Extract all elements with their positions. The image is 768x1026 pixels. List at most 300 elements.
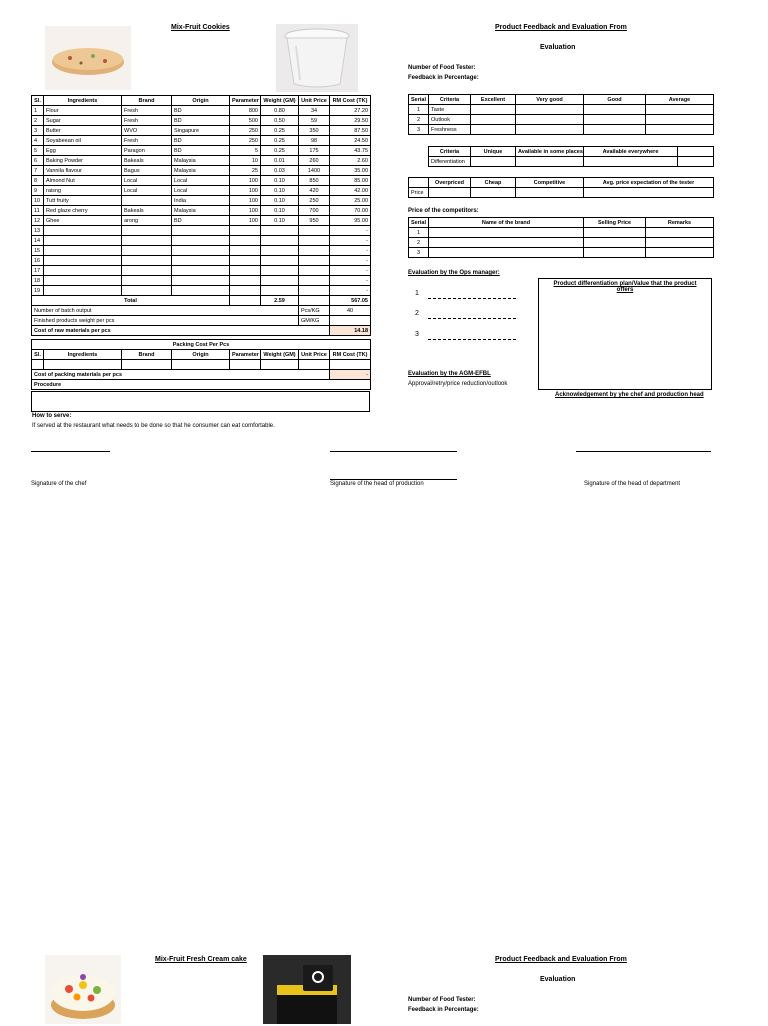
ingredient-row	[32, 106, 371, 116]
ingredient-cell[interactable]: BD	[172, 216, 230, 226]
batch-unit: Pcs/KG	[299, 306, 330, 316]
ingredient-cell[interactable]: 8	[32, 176, 44, 186]
ingredient-cell[interactable]: Bakeals	[122, 156, 172, 166]
ingredient-cell[interactable]: 0.50	[261, 116, 299, 126]
ingredient-cell[interactable]: 800	[230, 106, 261, 116]
criteria-col-header: Good	[584, 95, 646, 105]
ingredient-cell[interactable]: 98	[299, 136, 330, 146]
ingredient-cell[interactable]: 2	[32, 116, 44, 126]
ingredient-cell[interactable]	[44, 226, 122, 236]
ingredient-cell[interactable]	[122, 226, 172, 236]
ingredient-cell[interactable]: BD	[172, 146, 230, 156]
criteria-rating-cell[interactable]	[516, 115, 584, 125]
competitor-row	[409, 238, 714, 248]
sig-production-label: Signature of the head of production	[330, 481, 424, 487]
differentiation-col-header: Unique	[471, 147, 516, 157]
container-photo	[276, 24, 358, 92]
ingredient-row	[32, 136, 371, 146]
criteria-rating-cell[interactable]	[471, 125, 516, 135]
evaluation-heading-2: Evaluation	[540, 976, 576, 983]
packing-col-header: Sl.	[32, 350, 44, 360]
product-title-2: Mix-Fruit Fresh Cream cake	[155, 956, 247, 963]
packing-col-header: Ingredients	[44, 350, 122, 360]
ingredient-cell[interactable]	[44, 256, 122, 266]
ingredient-cell[interactable]: 25	[230, 166, 261, 176]
ingredient-cell[interactable]: 500	[230, 116, 261, 126]
raw-cost-value: 14.18	[330, 326, 371, 336]
finished-unit: GM/KG	[299, 316, 330, 326]
ingredient-cell[interactable]: 100	[230, 216, 261, 226]
ingredient-cell[interactable]: 0.03	[261, 166, 299, 176]
ingredient-cell[interactable]	[261, 276, 299, 286]
ingredient-cell[interactable]: 17	[32, 266, 44, 276]
ingredient-cell[interactable]: 7	[32, 166, 44, 176]
ingredient-row	[32, 246, 371, 256]
price-col-expectation: Avg. price expectation of the tester	[584, 178, 714, 188]
ingredient-cell[interactable]: Vannila flavour	[44, 166, 122, 176]
agm-text: Approval/retry/price reduction/outlook	[408, 381, 508, 387]
ingredient-cell[interactable]: 34	[299, 106, 330, 116]
ingredient-cell[interactable]: 1	[32, 106, 44, 116]
ingredient-cell[interactable]	[44, 236, 122, 246]
criteria-rating-cell[interactable]	[646, 125, 714, 135]
packing-table	[31, 339, 371, 390]
ingredient-cell[interactable]: Bakeals	[122, 206, 172, 216]
sig-chef-label: Signature of the chef	[31, 481, 87, 487]
ingredient-cell[interactable]: -	[330, 226, 371, 236]
differentiation-col-header: Available everywhere	[584, 147, 678, 157]
differentiation-plan-box[interactable]	[538, 278, 712, 390]
packing-cost-label: Cost of packing materials per pcs	[32, 370, 330, 380]
ingredient-cell[interactable]	[122, 266, 172, 276]
ops-number-2: 2	[415, 310, 419, 317]
criteria-serial: 1	[409, 105, 429, 115]
ingredient-row	[32, 286, 371, 296]
cookie-photo	[45, 26, 131, 90]
ingredient-cell[interactable]	[299, 256, 330, 266]
price-col-cheap: Cheap	[471, 178, 516, 188]
ingredient-cell[interactable]: Local	[122, 186, 172, 196]
ingredient-row	[32, 266, 371, 276]
differentiation-plan-label: Product differentiation plan/Value that the product offers	[553, 281, 697, 293]
ingredient-cell[interactable]: 14	[32, 236, 44, 246]
criteria-name: Outlook	[429, 115, 471, 125]
ingredient-row	[32, 206, 371, 216]
ingredient-cell[interactable]: India	[172, 196, 230, 206]
ingredient-cell[interactable]: 0.10	[261, 216, 299, 226]
ingredient-cell[interactable]: Soyabeean oil	[44, 136, 122, 146]
ingredient-cell[interactable]: 0.25	[261, 126, 299, 136]
ingredient-cell[interactable]: 24.50	[330, 136, 371, 146]
criteria-rating-cell[interactable]	[584, 105, 646, 115]
ingredient-cell[interactable]	[230, 266, 261, 276]
packing-col-header: Parameter	[230, 350, 261, 360]
ingredient-row	[32, 156, 371, 166]
competitor-serial: 1	[409, 228, 429, 238]
ingredient-cell[interactable]: 0.25	[261, 146, 299, 156]
ops-line-3[interactable]	[428, 339, 516, 340]
ingredient-cell[interactable]	[230, 286, 261, 296]
competitor-col-header: Remarks	[646, 218, 714, 228]
ingredient-cell[interactable]: -	[330, 246, 371, 256]
ingredient-cell[interactable]: Flour	[44, 106, 122, 116]
ingredient-row	[32, 116, 371, 126]
competitor-col-header: Selling Price	[584, 218, 646, 228]
ingredient-row	[32, 216, 371, 226]
ingredient-cell[interactable]: 35.00	[330, 166, 371, 176]
ingredient-cell[interactable]	[44, 286, 122, 296]
department-signature-line[interactable]	[576, 451, 711, 452]
ingredient-cell[interactable]: Butter	[44, 126, 122, 136]
product-title: Mix-Fruit Cookies	[171, 24, 230, 31]
ingredient-cell[interactable]: 43.75	[330, 146, 371, 156]
ingredient-cell[interactable]: Local	[172, 176, 230, 186]
ingredient-cell[interactable]: 100	[230, 206, 261, 216]
ingredient-cell[interactable]: BD	[172, 136, 230, 146]
acknowledgement-label: Acknowledgement by yhe chef and production head	[555, 392, 704, 398]
ingredient-cell[interactable]	[299, 286, 330, 296]
sig-department-label: Signature of the head of department	[584, 481, 681, 487]
competitor-cell[interactable]	[646, 248, 714, 258]
finished-weight-label: Finished products weight per pcs	[32, 316, 299, 326]
chef-signature-line[interactable]	[31, 451, 110, 452]
ingredient-cell[interactable]: 6	[32, 156, 44, 166]
ingredient-cell[interactable]: 29.50	[330, 116, 371, 126]
criteria-rating-cell[interactable]	[646, 115, 714, 125]
ingredient-cell[interactable]: Fresh	[122, 116, 172, 126]
ingredient-cell[interactable]: 9	[32, 186, 44, 196]
ingredient-cell[interactable]: 11	[32, 206, 44, 216]
ingredient-cell[interactable]: Sugar	[44, 116, 122, 126]
batch-value[interactable]: 40	[330, 306, 371, 316]
ingredient-cell[interactable]	[299, 236, 330, 246]
ingredients-col-header: Weight (GM)	[261, 96, 299, 106]
how-to-serve-text: If served at the restaurant what needs to be done so that he consumer can eat comfortable.	[32, 423, 275, 429]
ingredient-cell[interactable]: arong	[122, 216, 172, 226]
packing-col-header: Origin	[172, 350, 230, 360]
ingredient-cell[interactable]: -	[330, 266, 371, 276]
total-cost: 567.05	[330, 296, 371, 306]
ingredient-cell[interactable]: 87.50	[330, 126, 371, 136]
ingredient-cell[interactable]: 18	[32, 276, 44, 286]
box-photo	[263, 955, 351, 1024]
differentiation-col-header: Available in some places	[516, 147, 584, 157]
procedure-box[interactable]	[31, 391, 370, 412]
criteria-rating-cell[interactable]	[584, 125, 646, 135]
ingredient-row	[32, 126, 371, 136]
competitor-cell[interactable]	[584, 238, 646, 248]
ingredient-cell[interactable]: Bagus	[122, 166, 172, 176]
criteria-rating-cell[interactable]	[471, 105, 516, 115]
ingredient-cell[interactable]: 4	[32, 136, 44, 146]
procedure-label: Procedure	[32, 380, 371, 390]
ingredient-cell[interactable]	[261, 266, 299, 276]
total-weight: 2.59	[261, 296, 299, 306]
ingredients-col-header: Sl.	[32, 96, 44, 106]
ingredient-cell[interactable]: 42.00	[330, 186, 371, 196]
ingredient-cell[interactable]: 5	[230, 146, 261, 156]
ingredient-cell[interactable]	[261, 246, 299, 256]
ingredient-cell[interactable]: Malaysia	[172, 156, 230, 166]
ingredient-cell[interactable]: Malaysia	[172, 206, 230, 216]
ingredient-cell[interactable]: 12	[32, 216, 44, 226]
differentiation-table	[428, 146, 714, 167]
ingredient-cell[interactable]: 0.80	[261, 106, 299, 116]
ingredient-cell[interactable]	[44, 276, 122, 286]
ops-number-1: 1	[415, 290, 419, 297]
ingredient-cell[interactable]: 13	[32, 226, 44, 236]
feedback-label: Feedback in Percentage:	[408, 75, 479, 81]
ingredient-cell[interactable]: 0.10	[261, 186, 299, 196]
competitors-table	[408, 217, 714, 258]
ingredient-cell[interactable]: 15	[32, 246, 44, 256]
competitor-col-header: Name of the brand	[429, 218, 584, 228]
ingredient-cell[interactable]: 25.00	[330, 196, 371, 206]
finished-weight-value[interactable]	[330, 316, 371, 326]
criteria-col-header: Very good	[516, 95, 584, 105]
competitor-row	[409, 228, 714, 238]
ingredients-col-header: Brand	[122, 96, 172, 106]
ingredient-cell[interactable]: 0.10	[261, 176, 299, 186]
ingredients-col-header: Unit Price	[299, 96, 330, 106]
ingredient-cell[interactable]: 95.00	[330, 216, 371, 226]
ingredient-row	[32, 186, 371, 196]
ingredient-cell[interactable]	[122, 276, 172, 286]
form-title-2: Product Feedback and Evaluation From	[495, 956, 627, 963]
competitor-cell[interactable]	[646, 228, 714, 238]
criteria-name: Taste	[429, 105, 471, 115]
ingredient-cell[interactable]	[172, 266, 230, 276]
criteria-serial: 2	[409, 115, 429, 125]
ingredient-cell[interactable]	[299, 246, 330, 256]
production-signature-line-2[interactable]	[330, 479, 457, 480]
competitor-cell[interactable]	[429, 248, 584, 258]
ingredient-cell[interactable]	[172, 236, 230, 246]
ingredient-cell[interactable]: Local	[122, 176, 172, 186]
ingredient-cell[interactable]	[261, 286, 299, 296]
ingredient-cell[interactable]	[122, 196, 172, 206]
price-col-competitive: Competitive	[516, 178, 584, 188]
num-testers-label: Number of Food Tester:	[408, 65, 476, 71]
evaluation-heading: Evaluation	[540, 44, 576, 51]
criteria-col-header: Criteria	[429, 95, 471, 105]
total-label: Total	[32, 296, 230, 306]
ingredient-cell[interactable]: 100	[230, 186, 261, 196]
ingredient-cell[interactable]: 950	[299, 216, 330, 226]
packing-col-header: RM Cost (TK)	[330, 350, 371, 360]
ingredient-cell[interactable]: raisng	[44, 186, 122, 196]
criteria-rating-cell[interactable]	[516, 105, 584, 115]
ingredient-cell[interactable]: 350	[299, 126, 330, 136]
criteria-col-header: Excellent	[471, 95, 516, 105]
competitor-cell[interactable]	[584, 228, 646, 238]
ingredient-cell[interactable]	[172, 246, 230, 256]
ingredient-cell[interactable]	[230, 246, 261, 256]
ingredient-cell[interactable]	[299, 266, 330, 276]
packing-title: Packing Cost Per Pcs	[32, 340, 371, 350]
ingredient-cell[interactable]: 27.20	[330, 106, 371, 116]
criteria-rating-cell[interactable]	[584, 115, 646, 125]
ingredient-cell[interactable]	[122, 246, 172, 256]
ingredient-cell[interactable]	[261, 236, 299, 246]
ingredient-cell[interactable]: 10	[230, 156, 261, 166]
ingredient-cell[interactable]: Paragon	[122, 146, 172, 156]
criteria-rating-cell[interactable]	[516, 125, 584, 135]
ingredient-cell[interactable]	[172, 226, 230, 236]
ingredient-cell[interactable]: 260	[299, 156, 330, 166]
criteria-col-header: Serial	[409, 95, 429, 105]
ingredient-cell[interactable]: 10	[32, 196, 44, 206]
packing-col-header: Brand	[122, 350, 172, 360]
competitor-serial: 3	[409, 248, 429, 258]
ingredient-cell[interactable]: 19	[32, 286, 44, 296]
ingredient-cell[interactable]: 85.00	[330, 176, 371, 186]
price-table	[408, 177, 714, 198]
packing-col-header: Weight (GM)	[261, 350, 299, 360]
differentiation-extra-cell	[678, 147, 714, 157]
price-col-overpriced: Overpriced	[429, 178, 471, 188]
ingredient-cell[interactable]: 100	[230, 196, 261, 206]
ops-line-1[interactable]	[428, 298, 516, 299]
competitor-serial: 2	[409, 238, 429, 248]
criteria-row	[409, 105, 714, 115]
criteria-rating-cell[interactable]	[646, 105, 714, 115]
ingredient-cell[interactable]	[44, 246, 122, 256]
competitor-cell[interactable]	[429, 228, 584, 238]
ingredient-cell[interactable]: 0.01	[261, 156, 299, 166]
ingredient-cell[interactable]: Local	[172, 186, 230, 196]
ingredient-row	[32, 276, 371, 286]
ingredient-cell[interactable]: 0.25	[261, 136, 299, 146]
ingredient-row	[32, 226, 371, 236]
ingredient-cell[interactable]	[230, 276, 261, 286]
ingredient-cell[interactable]: 2.60	[330, 156, 371, 166]
feedback-label-2: Feedback in Percentage:	[408, 1007, 479, 1013]
ingredient-cell[interactable]: 850	[299, 176, 330, 186]
ingredient-cell[interactable]: Egg	[44, 146, 122, 156]
ingredient-cell[interactable]	[261, 256, 299, 266]
ingredient-cell[interactable]: Fresh	[122, 106, 172, 116]
ingredient-cell[interactable]: -	[330, 236, 371, 246]
how-to-serve-label: How to serve:	[32, 413, 72, 419]
ingredient-cell[interactable]: BD	[172, 116, 230, 126]
ingredient-cell[interactable]: 0.10	[261, 206, 299, 216]
ingredient-row	[32, 256, 371, 266]
ingredient-cell[interactable]: 5	[32, 146, 44, 156]
ingredient-cell[interactable]: 59	[299, 116, 330, 126]
competitors-label: Price of the competitors:	[408, 208, 479, 214]
criteria-table	[408, 94, 714, 135]
ingredient-cell[interactable]	[172, 286, 230, 296]
competitor-cell[interactable]	[646, 238, 714, 248]
competitor-cell[interactable]	[429, 238, 584, 248]
ingredients-col-header: RM Cost (TK)	[330, 96, 371, 106]
ingredient-cell[interactable]	[230, 226, 261, 236]
ingredient-cell[interactable]	[230, 256, 261, 266]
ops-line-2[interactable]	[428, 318, 516, 319]
ingredient-cell[interactable]	[299, 226, 330, 236]
criteria-row	[409, 115, 714, 125]
ingredient-cell[interactable]: 70.00	[330, 206, 371, 216]
differentiation-col-header: Criteria	[429, 147, 471, 157]
ingredient-cell[interactable]	[172, 256, 230, 266]
ingredient-cell[interactable]: Red glaze cherry	[44, 206, 122, 216]
ingredients-col-header: Ingredients	[44, 96, 122, 106]
ingredient-cell[interactable]: Baking Powder	[44, 156, 122, 166]
ingredient-cell[interactable]: 3	[32, 126, 44, 136]
ingredient-cell[interactable]: -	[330, 286, 371, 296]
cake-photo	[45, 955, 121, 1024]
ingredient-cell[interactable]: Singapure	[172, 126, 230, 136]
ingredient-cell[interactable]	[122, 286, 172, 296]
ingredient-cell[interactable]: 250	[230, 126, 261, 136]
ingredient-cell[interactable]	[172, 276, 230, 286]
packing-cost-value: -	[330, 370, 371, 380]
differentiation-row-label: Differentiation	[429, 157, 471, 167]
ingredient-cell[interactable]: Fresh	[122, 136, 172, 146]
ingredient-row	[32, 176, 371, 186]
ingredient-cell[interactable]: Ghee	[44, 216, 122, 226]
ingredient-cell[interactable]: Tutt fruity	[44, 196, 122, 206]
ingredient-cell[interactable]: -	[330, 276, 371, 286]
ingredient-cell[interactable]: Almond Nut	[44, 176, 122, 186]
price-row-label: Price	[409, 188, 429, 198]
ingredient-cell[interactable]: 1400	[299, 166, 330, 176]
ingredient-cell[interactable]: 420	[299, 186, 330, 196]
packing-col-header: Unit Price	[299, 350, 330, 360]
criteria-serial: 3	[409, 125, 429, 135]
criteria-row	[409, 125, 714, 135]
ingredient-cell[interactable]: WVO	[122, 126, 172, 136]
competitor-col-header: Serial	[409, 218, 429, 228]
production-signature-line-1[interactable]	[330, 451, 457, 452]
ingredient-cell[interactable]	[230, 236, 261, 246]
ingredients-table	[31, 95, 371, 336]
ops-number-3: 3	[415, 331, 419, 338]
ingredient-row	[32, 196, 371, 206]
ingredient-cell[interactable]: 0.10	[261, 196, 299, 206]
ingredient-cell[interactable]	[261, 226, 299, 236]
ingredient-cell[interactable]: Malaysia	[172, 166, 230, 176]
competitor-row	[409, 248, 714, 258]
raw-cost-label: Cost of raw materials per pcs	[32, 326, 330, 336]
batch-output-label: Number of batch output	[32, 306, 299, 316]
ingredient-row	[32, 166, 371, 176]
ingredient-cell[interactable]: 175	[299, 146, 330, 156]
ingredient-cell[interactable]	[299, 276, 330, 286]
ingredients-col-header: Parameter	[230, 96, 261, 106]
ingredient-cell[interactable]: 100	[230, 176, 261, 186]
ingredient-cell[interactable]	[44, 266, 122, 276]
ops-manager-label: Evaluation by the Ops manager:	[408, 270, 500, 276]
ingredient-row	[32, 236, 371, 246]
ingredient-cell[interactable]: BD	[172, 106, 230, 116]
ingredient-cell[interactable]	[122, 236, 172, 246]
ingredient-row	[32, 146, 371, 156]
criteria-col-header: Average	[646, 95, 714, 105]
ingredient-cell[interactable]: 250	[299, 196, 330, 206]
ingredient-cell[interactable]: 16	[32, 256, 44, 266]
agm-label: Evaluation by the AGM-EFBL	[408, 371, 491, 377]
ingredient-cell[interactable]	[122, 256, 172, 266]
ingredients-col-header: Origin	[172, 96, 230, 106]
ingredient-cell[interactable]: 700	[299, 206, 330, 216]
criteria-rating-cell[interactable]	[471, 115, 516, 125]
criteria-name: Freshness	[429, 125, 471, 135]
ingredient-cell[interactable]: -	[330, 256, 371, 266]
ingredient-cell[interactable]: 250	[230, 136, 261, 146]
competitor-cell[interactable]	[584, 248, 646, 258]
